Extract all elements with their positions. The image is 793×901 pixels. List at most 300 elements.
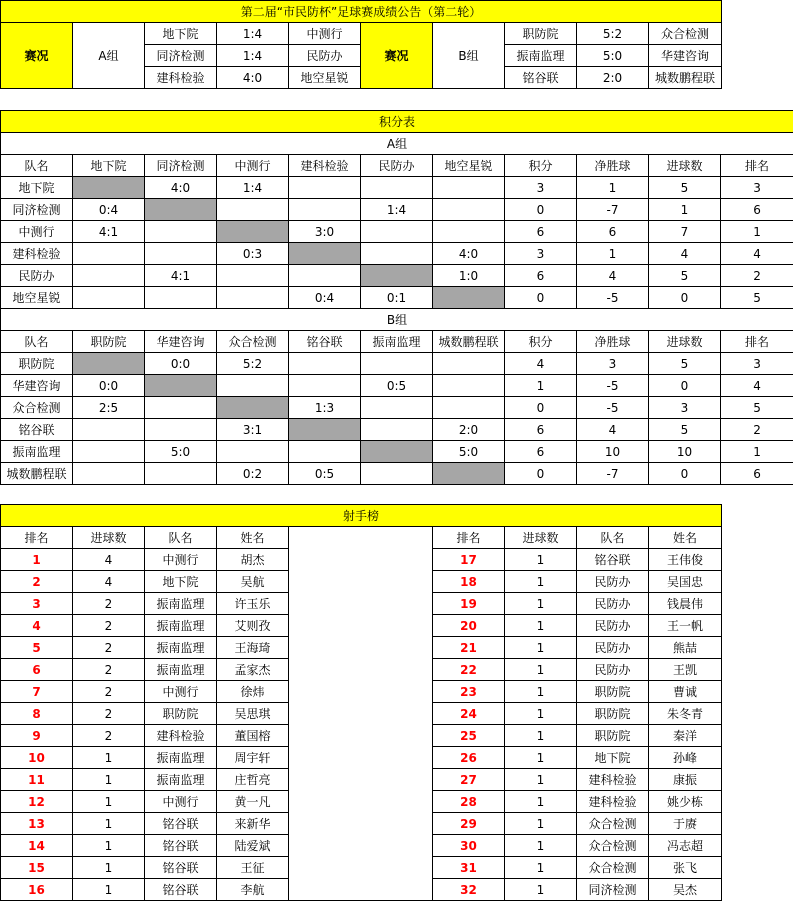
rank-cell: 8 (1, 703, 73, 725)
goals-cell: 2 (73, 593, 145, 615)
match-home: 地下院 (145, 23, 217, 45)
table-row (1, 375, 793, 397)
team-cell: 振南监理 (145, 659, 217, 681)
gf-cell: 0 (649, 463, 721, 485)
match-score: 1:4 (217, 23, 289, 45)
column-header: 振南监理 (361, 331, 433, 353)
points-cell: 0 (505, 287, 577, 309)
goals-cell: 1 (73, 747, 145, 769)
team-name: 华建咨询 (1, 375, 73, 397)
team-cell: 职防院 (577, 703, 649, 725)
self-match-cell (433, 287, 505, 309)
column-header: 地下院 (73, 155, 145, 177)
team-name: 地下院 (1, 177, 73, 199)
column-header: 排名 (721, 155, 793, 177)
gf-cell: 4 (649, 243, 721, 265)
rank-cell: 21 (433, 637, 505, 659)
player-name-cell: 陆爱斌 (217, 835, 289, 857)
team-name: 民防办 (1, 265, 73, 287)
column-header: 排名 (1, 527, 73, 549)
match-home: 铭谷联 (505, 67, 577, 89)
player-name-cell: 王凯 (649, 659, 722, 681)
matches-title: 第二届“市民防杯”足球赛成绩公告（第二轮） (1, 1, 722, 23)
gf-cell: 1 (649, 199, 721, 221)
player-name-cell: 冯志超 (649, 835, 722, 857)
match-away: 民防办 (289, 45, 361, 67)
rank-cell: 23 (433, 681, 505, 703)
standings-group-row (1, 133, 793, 155)
standings-title: 积分表 (1, 111, 793, 133)
goals-cell: 2 (73, 615, 145, 637)
team-cell: 振南监理 (145, 769, 217, 791)
column-header: 姓名 (217, 527, 289, 549)
player-name-cell: 吴国忠 (649, 571, 722, 593)
result-cell: 4:1 (145, 265, 217, 287)
points-cell: 4 (505, 353, 577, 375)
column-header: 队名 (1, 155, 73, 177)
standings-title-row (1, 111, 793, 133)
rank-cell: 3 (721, 353, 793, 375)
team-cell: 职防院 (577, 681, 649, 703)
result-cell (361, 463, 433, 485)
player-name-cell: 熊喆 (649, 637, 722, 659)
result-cell: 1:4 (361, 199, 433, 221)
rank-cell: 2 (721, 419, 793, 441)
gf-cell: 5 (649, 419, 721, 441)
player-name-cell: 徐炜 (217, 681, 289, 703)
goals-cell: 1 (505, 549, 577, 571)
match-away: 华建咨询 (649, 45, 722, 67)
goals-cell: 1 (73, 791, 145, 813)
player-name-cell: 姚少栋 (649, 791, 722, 813)
column-header: 姓名 (649, 527, 722, 549)
match-away: 地空星锐 (289, 67, 361, 89)
gd-cell: 4 (577, 265, 649, 287)
team-name: 建科检验 (1, 243, 73, 265)
result-cell (145, 221, 217, 243)
result-cell: 0:5 (289, 463, 361, 485)
gd-cell: -5 (577, 375, 649, 397)
result-cell: 2:0 (433, 419, 505, 441)
team-cell: 振南监理 (145, 637, 217, 659)
column-header: 排名 (721, 331, 793, 353)
self-match-cell (361, 265, 433, 287)
match-score: 4:0 (217, 67, 289, 89)
result-cell: 0:1 (361, 287, 433, 309)
team-cell: 众合检测 (577, 857, 649, 879)
result-cell (289, 177, 361, 199)
self-match-cell (145, 375, 217, 397)
match-home: 职防院 (505, 23, 577, 45)
table-row (1, 397, 793, 419)
goals-cell: 1 (505, 593, 577, 615)
goals-cell: 2 (73, 659, 145, 681)
gf-cell: 5 (649, 177, 721, 199)
result-cell (433, 375, 505, 397)
goals-cell: 1 (73, 857, 145, 879)
gf-cell: 7 (649, 221, 721, 243)
result-cell: 5:0 (145, 441, 217, 463)
team-cell: 地下院 (577, 747, 649, 769)
goals-cell: 2 (73, 703, 145, 725)
team-cell: 民防办 (577, 571, 649, 593)
team-cell: 振南监理 (145, 593, 217, 615)
team-cell: 民防办 (577, 593, 649, 615)
team-cell: 建科检验 (145, 725, 217, 747)
result-cell (145, 243, 217, 265)
points-cell: 6 (505, 441, 577, 463)
player-name-cell: 李航 (217, 879, 289, 901)
team-name: 职防院 (1, 353, 73, 375)
result-cell (361, 419, 433, 441)
gd-cell: -5 (577, 397, 649, 419)
group-a-name: A组 (73, 23, 145, 89)
scorers-table (0, 504, 722, 901)
result-cell (433, 221, 505, 243)
table-row (1, 199, 793, 221)
player-name-cell: 王一帆 (649, 615, 722, 637)
column-header: 净胜球 (577, 331, 649, 353)
rank-cell: 26 (433, 747, 505, 769)
gd-cell: 1 (577, 177, 649, 199)
result-cell: 0:2 (217, 463, 289, 485)
column-header: 进球数 (649, 331, 721, 353)
column-header: 城数鹏程联 (433, 331, 505, 353)
player-name-cell: 黄一凡 (217, 791, 289, 813)
result-cell: 0:5 (361, 375, 433, 397)
match-score: 5:2 (577, 23, 649, 45)
result-cell (217, 287, 289, 309)
team-cell: 铭谷联 (577, 549, 649, 571)
team-cell: 职防院 (145, 703, 217, 725)
column-header: 建科检验 (289, 155, 361, 177)
column-header: 排名 (433, 527, 505, 549)
gd-cell: 3 (577, 353, 649, 375)
player-name-cell: 孙峰 (649, 747, 722, 769)
result-cell (145, 463, 217, 485)
player-name-cell: 王海琦 (217, 637, 289, 659)
column-header: 铭谷联 (289, 331, 361, 353)
goals-cell: 1 (505, 813, 577, 835)
result-cell: 0:3 (217, 243, 289, 265)
rank-cell: 29 (433, 813, 505, 835)
player-name-cell: 康振 (649, 769, 722, 791)
self-match-cell (217, 221, 289, 243)
match-score: 2:0 (577, 67, 649, 89)
column-header: 地空星锐 (433, 155, 505, 177)
team-cell: 民防办 (577, 637, 649, 659)
team-name: 众合检测 (1, 397, 73, 419)
team-cell: 铭谷联 (145, 835, 217, 857)
match-away: 众合检测 (649, 23, 722, 45)
rank-cell: 17 (433, 549, 505, 571)
result-cell: 1:4 (217, 177, 289, 199)
match-home: 振南监理 (505, 45, 577, 67)
rank-cell: 4 (721, 243, 793, 265)
points-cell: 6 (505, 221, 577, 243)
result-cell: 2:5 (73, 397, 145, 419)
team-cell: 中测行 (145, 681, 217, 703)
scorers-gap (289, 527, 433, 901)
self-match-cell (73, 177, 145, 199)
standings-header-row (1, 155, 793, 177)
rank-cell: 5 (721, 397, 793, 419)
team-cell: 民防办 (577, 615, 649, 637)
result-cell (73, 243, 145, 265)
goals-cell: 1 (505, 615, 577, 637)
column-header: 队名 (145, 527, 217, 549)
points-cell: 0 (505, 397, 577, 419)
goals-cell: 1 (505, 659, 577, 681)
goals-cell: 1 (505, 769, 577, 791)
table-row (1, 265, 793, 287)
result-cell (145, 419, 217, 441)
table-row (1, 243, 793, 265)
column-header: 积分 (505, 331, 577, 353)
rank-cell: 12 (1, 791, 73, 813)
team-cell: 职防院 (577, 725, 649, 747)
player-name-cell: 来新华 (217, 813, 289, 835)
column-header: 进球数 (505, 527, 577, 549)
gd-cell: 4 (577, 419, 649, 441)
result-cell (217, 199, 289, 221)
result-cell (289, 441, 361, 463)
column-header: 民防办 (361, 155, 433, 177)
gd-cell: -7 (577, 463, 649, 485)
result-cell (289, 265, 361, 287)
player-name-cell: 于赓 (649, 813, 722, 835)
points-cell: 0 (505, 463, 577, 485)
points-cell: 3 (505, 177, 577, 199)
column-header: 进球数 (649, 155, 721, 177)
team-cell: 建科检验 (577, 769, 649, 791)
standings-group-name: B组 (1, 309, 793, 331)
rank-cell: 16 (1, 879, 73, 901)
rank-cell: 1 (721, 441, 793, 463)
rank-cell: 30 (433, 835, 505, 857)
player-name-cell: 吴航 (217, 571, 289, 593)
player-name-cell: 董国榕 (217, 725, 289, 747)
rank-cell: 27 (433, 769, 505, 791)
column-header: 中测行 (217, 155, 289, 177)
gf-cell: 5 (649, 265, 721, 287)
gf-cell: 3 (649, 397, 721, 419)
scorers-title-row (1, 505, 722, 527)
result-cell (145, 397, 217, 419)
result-cell: 0:4 (73, 199, 145, 221)
table-row (1, 419, 793, 441)
team-cell: 众合检测 (577, 813, 649, 835)
match-away: 中测行 (289, 23, 361, 45)
team-cell: 地下院 (145, 571, 217, 593)
match-home: 同济检测 (145, 45, 217, 67)
goals-cell: 2 (73, 681, 145, 703)
rank-cell: 10 (1, 747, 73, 769)
result-cell: 4:1 (73, 221, 145, 243)
group-b-name: B组 (433, 23, 505, 89)
goals-cell: 1 (505, 571, 577, 593)
player-name-cell: 吴杰 (649, 879, 722, 901)
table-row (1, 287, 793, 309)
team-name: 振南监理 (1, 441, 73, 463)
rank-cell: 24 (433, 703, 505, 725)
gd-cell: 10 (577, 441, 649, 463)
team-name: 地空星锐 (1, 287, 73, 309)
result-cell (433, 397, 505, 419)
result-cell (73, 265, 145, 287)
player-name-cell: 孟家杰 (217, 659, 289, 681)
standings-group-row (1, 309, 793, 331)
rank-cell: 31 (433, 857, 505, 879)
rank-cell: 32 (433, 879, 505, 901)
standings-header-row (1, 331, 793, 353)
team-name: 城数鹏程联 (1, 463, 73, 485)
team-cell: 中测行 (145, 791, 217, 813)
column-header: 队名 (577, 527, 649, 549)
self-match-cell (433, 463, 505, 485)
goals-cell: 1 (505, 725, 577, 747)
result-cell (361, 397, 433, 419)
result-cell: 5:2 (217, 353, 289, 375)
result-cell (433, 199, 505, 221)
player-name-cell: 庄哲亮 (217, 769, 289, 791)
result-cell (73, 463, 145, 485)
goals-cell: 2 (73, 725, 145, 747)
rank-cell: 15 (1, 857, 73, 879)
gd-cell: -7 (577, 199, 649, 221)
result-cell (289, 199, 361, 221)
rank-cell: 5 (721, 287, 793, 309)
player-name-cell: 曹诚 (649, 681, 722, 703)
rank-cell: 22 (433, 659, 505, 681)
goals-cell: 2 (73, 637, 145, 659)
rank-cell: 19 (433, 593, 505, 615)
result-cell (73, 287, 145, 309)
scorers-title: 射手榜 (1, 505, 722, 527)
column-header: 众合检测 (217, 331, 289, 353)
column-header: 同济检测 (145, 155, 217, 177)
gf-cell: 0 (649, 287, 721, 309)
gd-cell: 1 (577, 243, 649, 265)
result-cell (433, 353, 505, 375)
column-header: 积分 (505, 155, 577, 177)
result-cell: 1:3 (289, 397, 361, 419)
player-name-cell: 秦洋 (649, 725, 722, 747)
rank-cell: 6 (1, 659, 73, 681)
rank-cell: 6 (721, 199, 793, 221)
player-name-cell: 吴思琪 (217, 703, 289, 725)
goals-cell: 1 (73, 879, 145, 901)
rank-cell: 2 (721, 265, 793, 287)
result-cell (361, 177, 433, 199)
standings-group-name: A组 (1, 133, 793, 155)
standings-table (0, 110, 793, 485)
rank-cell: 3 (1, 593, 73, 615)
match-home: 建科检验 (145, 67, 217, 89)
team-name: 中测行 (1, 221, 73, 243)
goals-cell: 1 (73, 813, 145, 835)
goals-cell: 1 (505, 681, 577, 703)
team-cell: 铭谷联 (145, 857, 217, 879)
goals-cell: 1 (505, 747, 577, 769)
points-cell: 3 (505, 243, 577, 265)
rank-cell: 11 (1, 769, 73, 791)
team-cell: 铭谷联 (145, 813, 217, 835)
rank-cell: 25 (433, 725, 505, 747)
table-row (1, 221, 793, 243)
goals-cell: 1 (505, 703, 577, 725)
rank-cell: 5 (1, 637, 73, 659)
column-header: 队名 (1, 331, 73, 353)
goals-cell: 1 (505, 879, 577, 901)
result-cell: 4:0 (145, 177, 217, 199)
match-score: 1:4 (217, 45, 289, 67)
rank-cell: 13 (1, 813, 73, 835)
rank-cell: 18 (433, 571, 505, 593)
rank-cell: 4 (721, 375, 793, 397)
team-cell: 振南监理 (145, 615, 217, 637)
result-cell (433, 177, 505, 199)
goals-cell: 4 (73, 571, 145, 593)
points-cell: 6 (505, 265, 577, 287)
player-name-cell: 王征 (217, 857, 289, 879)
table-row (1, 463, 793, 485)
result-cell (217, 441, 289, 463)
rank-cell: 14 (1, 835, 73, 857)
match-score: 5:0 (577, 45, 649, 67)
self-match-cell (361, 441, 433, 463)
table-row (1, 441, 793, 463)
result-cell (73, 419, 145, 441)
result-cell (361, 353, 433, 375)
result-cell: 3:1 (217, 419, 289, 441)
gf-cell: 5 (649, 353, 721, 375)
goals-cell: 1 (505, 791, 577, 813)
rank-cell: 6 (721, 463, 793, 485)
group-b-label: 赛况 (361, 23, 433, 89)
team-cell: 中测行 (145, 549, 217, 571)
scorers-header-row (1, 527, 722, 549)
rank-cell: 9 (1, 725, 73, 747)
column-header: 华建咨询 (145, 331, 217, 353)
goals-cell: 1 (505, 835, 577, 857)
result-cell (289, 375, 361, 397)
goals-cell: 1 (505, 857, 577, 879)
result-cell (145, 287, 217, 309)
match-away: 城数鹏程联 (649, 67, 722, 89)
result-cell (217, 265, 289, 287)
table-row (1, 177, 793, 199)
player-name-cell: 周宇轩 (217, 747, 289, 769)
self-match-cell (217, 397, 289, 419)
result-cell: 0:0 (73, 375, 145, 397)
points-cell: 0 (505, 199, 577, 221)
result-cell: 0:4 (289, 287, 361, 309)
self-match-cell (289, 419, 361, 441)
matches-table (0, 0, 722, 89)
points-cell: 6 (505, 419, 577, 441)
player-name-cell: 朱冬青 (649, 703, 722, 725)
player-name-cell: 王伟俊 (649, 549, 722, 571)
gd-cell: -5 (577, 287, 649, 309)
result-cell: 1:0 (433, 265, 505, 287)
column-header: 净胜球 (577, 155, 649, 177)
player-name-cell: 许玉乐 (217, 593, 289, 615)
rank-cell: 28 (433, 791, 505, 813)
goals-cell: 1 (73, 769, 145, 791)
goals-cell: 1 (73, 835, 145, 857)
goals-cell: 1 (505, 637, 577, 659)
